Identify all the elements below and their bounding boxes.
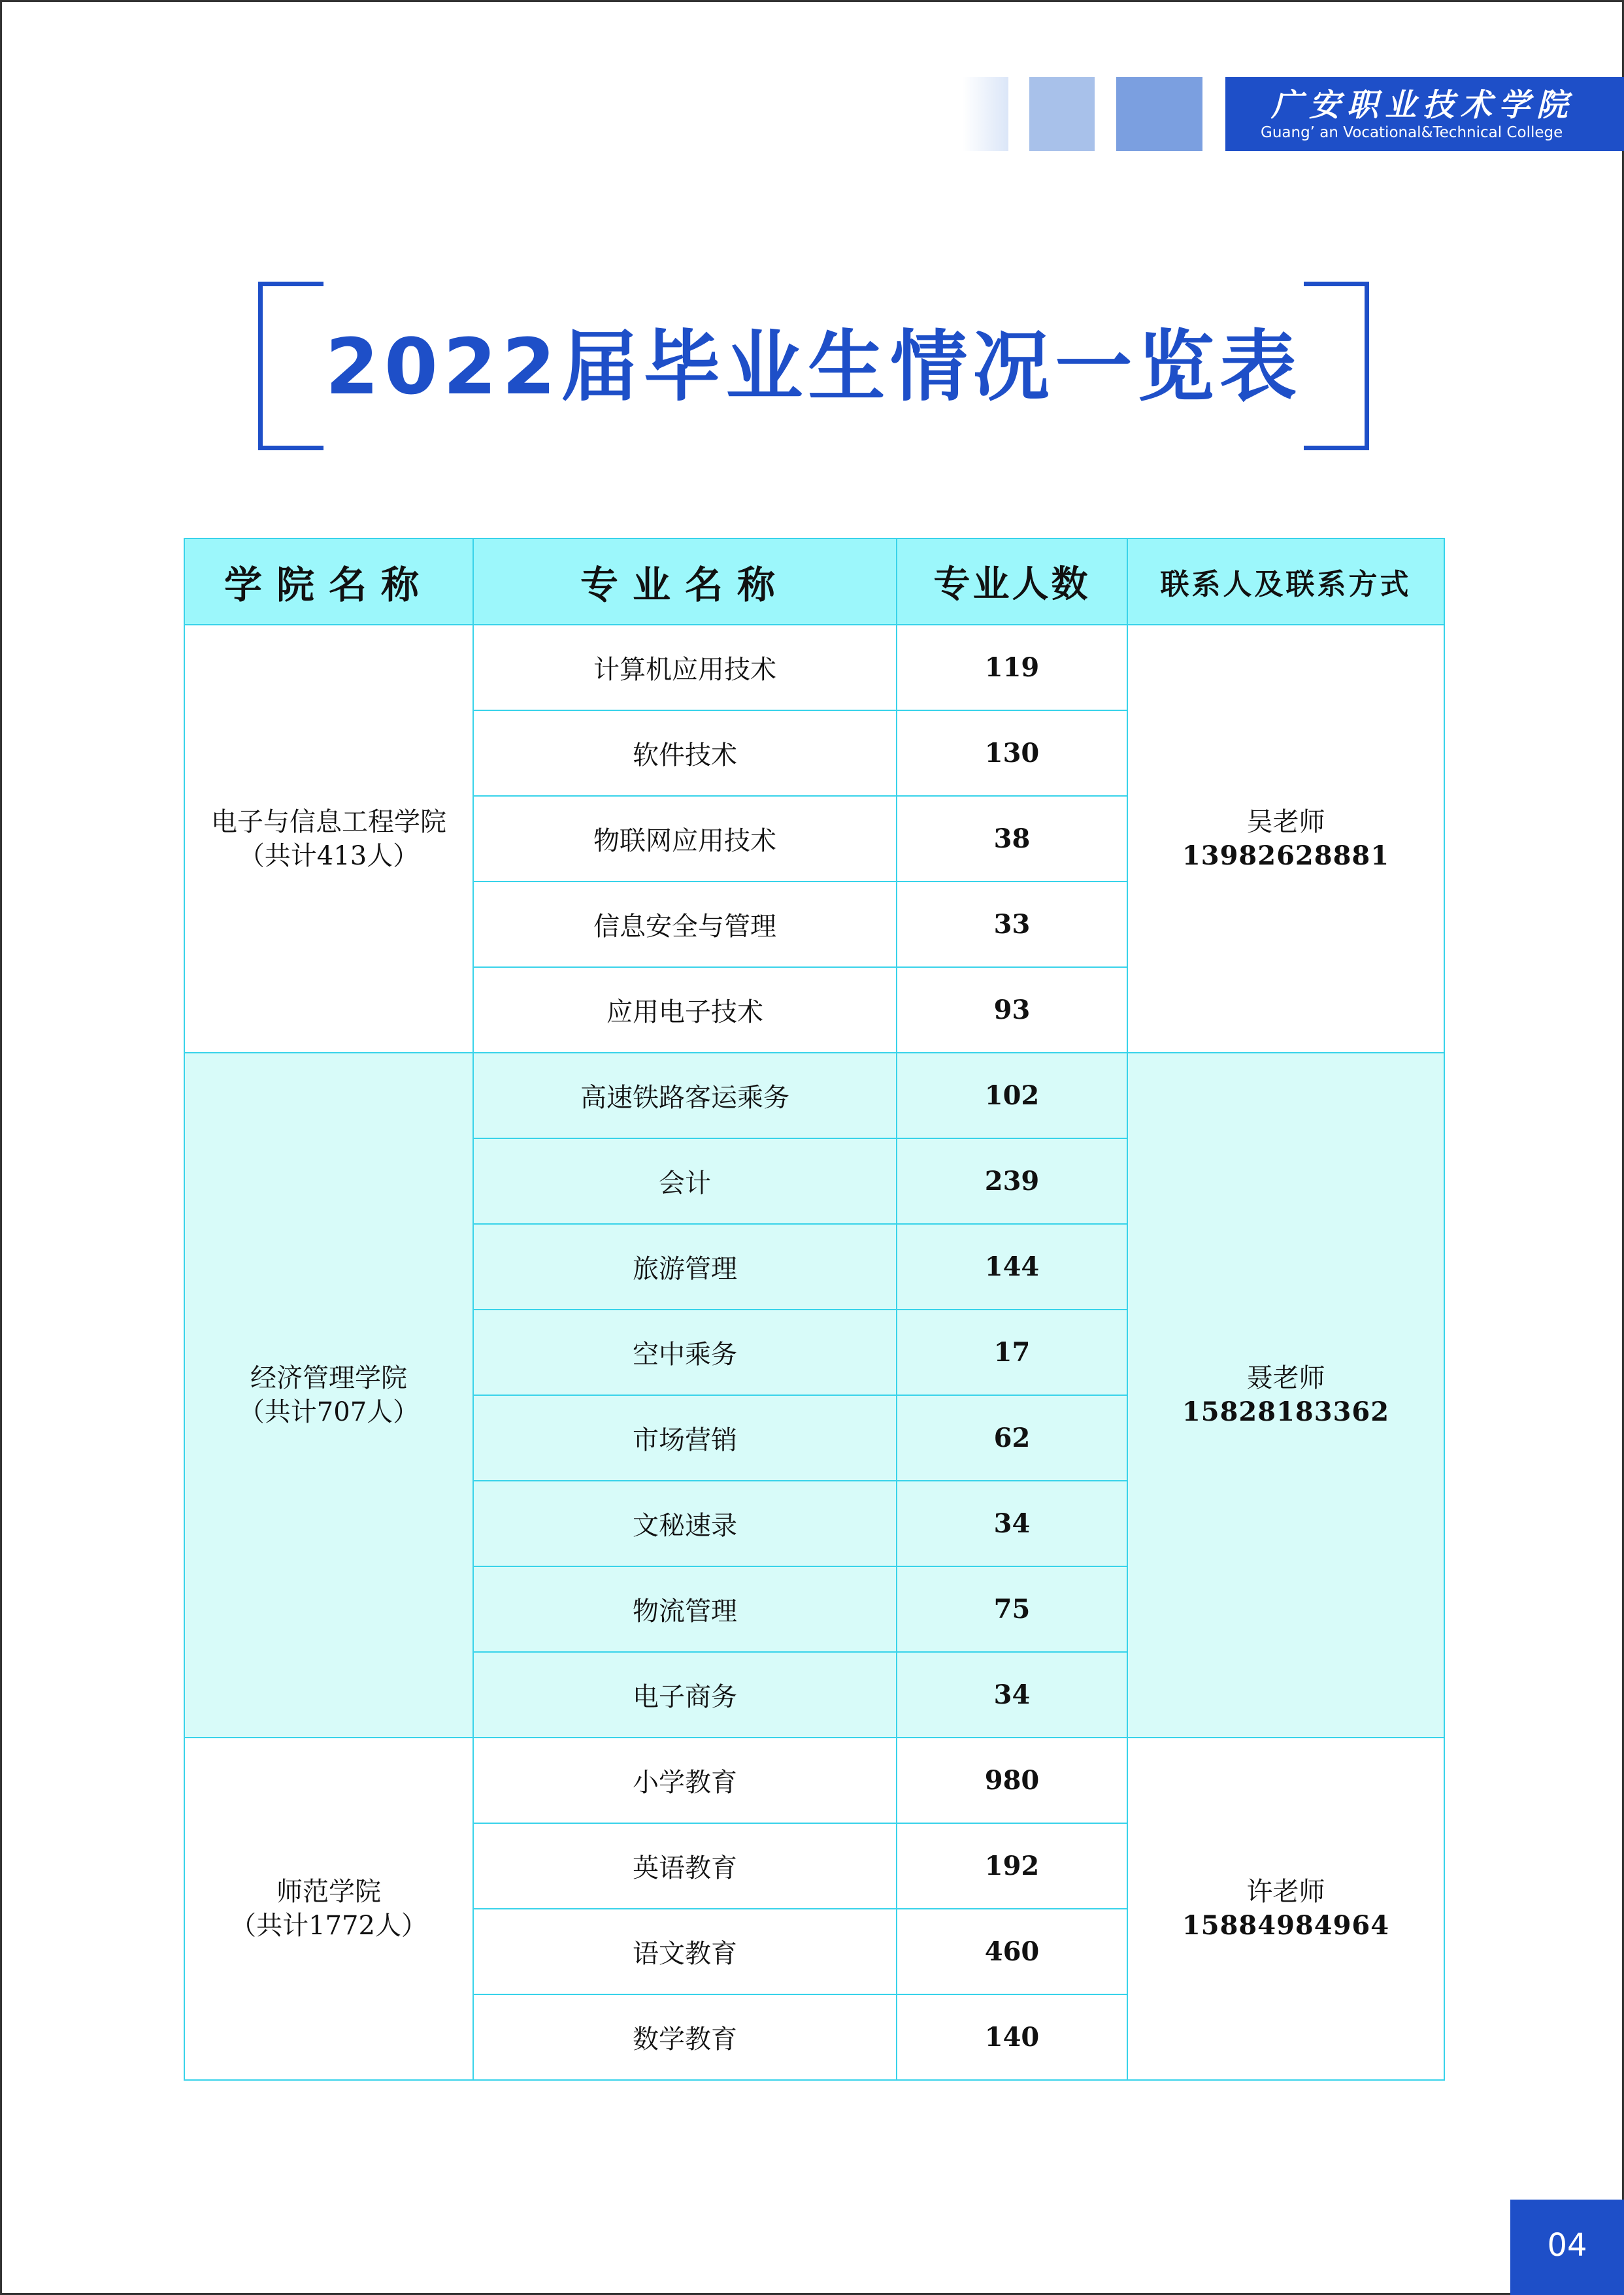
major-count: 102	[897, 1053, 1127, 1138]
college-name-cn: 广安职业技术学院	[1271, 87, 1575, 124]
major-count: 239	[897, 1138, 1127, 1224]
college-total: （共计413人）	[238, 840, 420, 871]
major-name: 空中乘务	[473, 1310, 897, 1395]
header-contact: 联系人及联系方式	[1127, 538, 1444, 625]
college-name: 经济管理学院	[250, 1363, 407, 1393]
major-name: 文秘速录	[473, 1481, 897, 1566]
college-name: 电子与信息工程学院	[211, 806, 446, 837]
major-count: 119	[897, 625, 1127, 710]
major-count: 33	[897, 882, 1127, 967]
major-name: 语文教育	[473, 1909, 897, 1994]
page-number: 04	[1510, 2200, 1624, 2295]
major-count: 130	[897, 710, 1127, 796]
header-decor-square	[1116, 77, 1202, 151]
header-count: 专业人数	[897, 538, 1127, 625]
major-count: 460	[897, 1909, 1127, 1994]
table-row	[184, 1738, 1444, 1823]
major-name: 英语教育	[473, 1823, 897, 1909]
college-cell	[184, 1053, 473, 1738]
college-name: 师范学院	[276, 1877, 381, 1907]
contact-name: 吴老师	[1246, 806, 1325, 837]
contact-cell	[1127, 625, 1444, 1053]
major-name: 会计	[473, 1138, 897, 1224]
major-name: 信息安全与管理	[473, 882, 897, 967]
contact-phone: 13982628881	[1182, 840, 1390, 871]
college-cell	[184, 625, 473, 1053]
major-count: 34	[897, 1481, 1127, 1566]
header-college: 学院名称	[184, 538, 473, 625]
header-major: 专业名称	[473, 538, 897, 625]
major-count: 980	[897, 1738, 1127, 1823]
major-count: 62	[897, 1395, 1127, 1481]
major-count: 17	[897, 1310, 1127, 1395]
major-name: 数学教育	[473, 1994, 897, 2080]
college-total: （共计707人）	[238, 1397, 420, 1427]
major-name: 物流管理	[473, 1566, 897, 1652]
college-cell	[184, 1738, 473, 2080]
college-name-en: Guang’ an Vocational&Technical College	[1261, 124, 1563, 141]
major-name: 小学教育	[473, 1738, 897, 1823]
contact-phone: 15828183362	[1182, 1396, 1390, 1427]
table-row	[184, 1053, 1444, 1138]
major-name: 旅游管理	[473, 1224, 897, 1310]
major-name: 高速铁路客运乘务	[473, 1053, 897, 1138]
college-group	[184, 625, 1444, 1053]
contact-cell	[1127, 1738, 1444, 2080]
college-brand-banner	[1225, 77, 1624, 151]
page-title: 2022届毕业生情况一览表	[325, 322, 1302, 412]
major-name: 计算机应用技术	[473, 625, 897, 710]
major-name: 电子商务	[473, 1652, 897, 1738]
major-count: 144	[897, 1224, 1127, 1310]
college-total: （共计1772人）	[230, 1911, 427, 1941]
contact-name: 聂老师	[1246, 1363, 1325, 1393]
contact-cell	[1127, 1053, 1444, 1738]
major-name: 软件技术	[473, 710, 897, 796]
header-decor-square	[963, 77, 1008, 151]
major-name: 市场营销	[473, 1395, 897, 1481]
header-decor-square	[1029, 77, 1095, 151]
college-group	[184, 1738, 1444, 2080]
contact-phone: 15884984964	[1182, 1910, 1390, 1941]
major-count: 38	[897, 796, 1127, 882]
table-header-row	[184, 538, 1444, 625]
major-count: 34	[897, 1652, 1127, 1738]
major-count: 192	[897, 1823, 1127, 1909]
major-count: 140	[897, 1994, 1127, 2080]
table-row	[184, 625, 1444, 710]
major-name: 物联网应用技术	[473, 796, 897, 882]
graduates-table	[184, 538, 1445, 2081]
major-count: 93	[897, 967, 1127, 1053]
college-group	[184, 1053, 1444, 1738]
major-name: 应用电子技术	[473, 967, 897, 1053]
major-count: 75	[897, 1566, 1127, 1652]
contact-name: 许老师	[1246, 1877, 1325, 1907]
